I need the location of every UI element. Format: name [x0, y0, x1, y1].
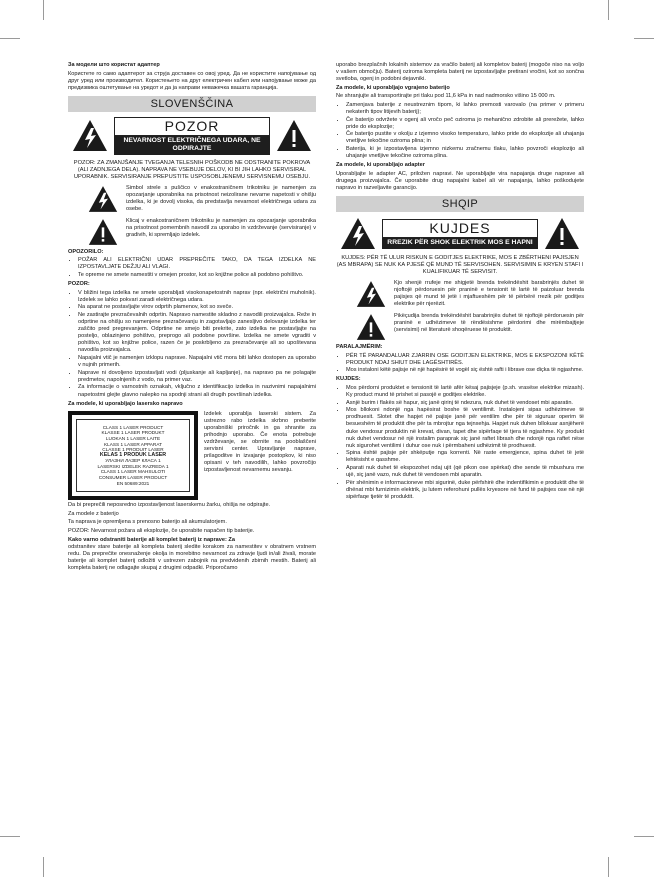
sq-kujdes-text: KUJDES: PËR TË ULUR RISKUN E GODITJES ELEKTRIKE, MOS E ZBËRTHENI PAJISJEN (AS MBRAPA) SE NUK KA PJESË QË MUND TË SERVISOHEN. SERVISIMIN E KRYEN STAFI I KUALIFIKUAR TË SERVISIT. — [336, 255, 584, 276]
sl-lightning-symbol-row — [68, 185, 316, 215]
list-item: • Te opreme ne smete namestiti v omejen prostor, kot so knjižne police ali podobno pohištvo. — [78, 272, 316, 279]
sl-exclamation-symbol-text: Klicaj v enakostraničnem trikotniku je namenjen za opozarjanje uporabnika na prisotnost pomembnih navodil za uporabo in vzdrževanje (servisiranje) v gradivih, ki spremljajo izdelek. — [126, 217, 316, 238]
list-item: • Spina është pajisje për shkëputje nga korrenti. Në raste emergjence, spina duhet të jetë lehtësisht e qasshme. — [346, 450, 584, 464]
sq-caution-box — [340, 217, 580, 250]
sl-pozor-label: POZOR — [114, 117, 270, 136]
sq-exclamation-symbol-row — [336, 313, 584, 341]
sq-kujdes-label: KUJDES — [382, 219, 538, 238]
list-item: • Baterija, ki je izpostavljena izjemno nizkemu zračnemu tlaku, lahko povzroči eksplozijo ali uhajanje vnetljive tekočine oziroma plina. — [346, 146, 584, 160]
list-item: • POŽAR ALI ELEKTRIČNI UDAR PREPREČITE TAKO, DA TEGA IZDELKA NE IZPOSTAVLJATE DEŽJU ALI VLAGI. — [78, 257, 316, 271]
sl-remove-text: odstranitev stare baterije ali kompleta baterij sledite korakom za namestitev v obratnem vrstnem redu. Da preprečite onesnaženje okolja in morebitno nevarnost za zdravje ljudi in/ali živali, morate baterije ali komplet baterij odložiti v ustrezen zabojnik na predvidenih zbirnih mestih. Baterij ali kompleta baterij ne odlagajte skupaj z drugimi odpadki. Priporočamo — [68, 543, 316, 571]
sl-opozorilo-list — [68, 257, 316, 279]
laser-label-line: EN 50689:2021 — [116, 480, 150, 486]
laser-label-line: KELAS 1 PRODUK LASER — [99, 451, 167, 458]
sl-continued-text: uporabo brezplačnih lokalnih sistemov za vračilo baterij ali kompletov baterij (mogoče niso na voljo v vašem območju). Baterij oziroma kompleta baterij ne izpostavljajte pretirani vročini, kot so sončna svetloba, ogenj in podobni dejavniki. — [336, 62, 584, 83]
exclamation-warning-icon — [544, 217, 580, 250]
sq-kujdes-list — [336, 385, 584, 501]
crop-mark — [0, 38, 20, 39]
list-item: • Mos përdorni produktet e tensionit të lartë afër kësaj pajisjeje (p.sh. vrasëse elektrike mizash). Ky product mund të prishet si pasojë e goditjes elektrike. — [346, 385, 584, 399]
right-column — [336, 62, 584, 503]
list-item: • Aparati nuk duhet të ekspozohet ndaj ujit (që pikon ose spërkat) dhe sende të mbushura me ujë, siç janë vazo, nuk duhet të vendosen mbi aparatin. — [346, 465, 584, 479]
sl-laser-row — [68, 411, 316, 501]
sl-battery-pozor: POZOR: Nevarnost požara ali eksplozije, če uporabite napačen tip baterije. — [68, 528, 255, 535]
sq-paralajmerim-list — [336, 353, 584, 375]
sq-kujdes-heading: KUJDES: — [336, 376, 361, 383]
exclamation-symbol-icon — [356, 313, 386, 341]
lightning-warning-icon — [340, 217, 376, 250]
list-item: • Mos bllokoni ndonjë nga hapësirat boshe të ventilimit. Instalojeni sipas udhëzimeve të prodhuesit. Slotet dhe hapjet në pajisje janë për ventilim dhe për të siguruar operim të besueshëm të produktit dhe për ta mbrojtur nga tejnxehja. Hapjet nuk duhen bllokuar asnjëherë duke vendosur produktin në krevat, divan, tapet dhe sipërfaqe të tjera të ngjashme. Ky produkt nuk duhet vendosur në një instalim paraprak siç janë raftet librash dhe ndonjë nga raftet nëse nuk sigurohet ventilimi i duhur ose nuk i përmbaheni udhëzimit të prodhuesit. — [346, 407, 584, 450]
sl-pozor-heading: POZOR: — [68, 281, 90, 288]
laser-label-line: CONSUMER LASER PRODUCT — [98, 475, 168, 481]
crop-mark — [634, 38, 654, 39]
exclamation-symbol-icon — [88, 218, 118, 246]
sq-paralajmerim-heading: PARALAJMËRIM: — [336, 343, 383, 350]
sl-pozor-text: POZOR: ZA ZMANJŠANJE TVEGANJA TELESNIH POŠKODB NE ODSTRANITE POKROVA (ALI ZADNJEGA DELA). NAPRAVA NE VSEBUJE DELOV, KI BI JIH LAHKO SERVISIRAL UPORABNIK. SERVISIRANJE PREPUSTITE USPOSOBLJENEMU SERVISNEMU OSEBJU. — [73, 159, 311, 180]
sq-kujdes-subtitle: RREZIK PËR SHOK ELEKTRIK MOS E HAPNI — [382, 238, 538, 249]
lightning-symbol-icon — [88, 185, 118, 213]
laser-label-line: CLASS 1 LASER MAHSULOTI — [100, 469, 166, 475]
sl-pozor-subtitle: NEVARNOST ELEKTRIČNEGA UDARA, NE ODPIRAJTE — [114, 136, 270, 155]
lightning-warning-icon — [72, 119, 108, 152]
sl-laser-heading: Za modele, ki uporabljajo lasersko napravo — [68, 400, 183, 407]
list-item: • Për shënimin e informacioneve mbi sigurinë, duke përfshirë dhe indentifikimin e produktit dhe të dhënat mbi furnizimin elektrik, ju lutem referohuni pullës kryesore në fund të pajisjes ose në një sipërfaqe tjetër të produktit. — [346, 480, 584, 501]
sl-adapter-text: Uporabljajte le adapter AC, priložen napravi. Ne uporabljajte vira napajanja druge naprave ali drugega proizvajalca. Če uporabite drug napajalni kabel ali vir napajanja, lahko poškodujete napravo in razveljavite garancijo. — [336, 170, 584, 191]
laser-label-line: KLASSE 1 LASER PRODUKT — [101, 430, 165, 436]
sl-caution-box — [72, 117, 312, 155]
sq-lightning-symbol-row — [336, 280, 584, 310]
list-item: • Če baterijo pustite v okolju z izjemno visoko temperaturo, lahko pride do eksplozije ali uhajanja vnetljive tekočine oziroma plina; in — [346, 131, 584, 145]
slovenian-section-banner: SLOVENŠČINA — [68, 96, 316, 112]
sl-laser-after: Da bi preprečili neposredno izpostavljenost laserskemu žarku, ohišja ne odpirajte. — [68, 502, 271, 509]
sl-battery-text: Ta naprava je opremljena s prenosno baterijo ali akumulatorjem. — [68, 519, 227, 526]
laser-class-label — [68, 411, 198, 501]
sl-battery-heading: Za modele z baterijo — [68, 510, 119, 517]
sl-remove-heading: Kako varno odstraniti baterije ali komplet baterij iz naprave: Za — [68, 536, 235, 543]
sl-laser-text: Izdelek uporablja laserski sistem. Za ustrezno rabo izdelka skrbno preberite uporabniški priročnik in ga shranite za prihodnjo uporabo. Če enota potrebuje vzdrževanje, se obrnite na pooblaščeni servisni center. Upravljanje naprave, prilagoditve in izvajanje postopkov, ki niso opisani v teh navodilih, lahko povzročijo izpostavljenost nevarnemu sevanju. — [204, 410, 316, 474]
mk-adapter-text: Користете го само адаптерот за струја доставен со овој уред. Да не користите напојување од друг уред или производител. Користењето на друг електричен кабел или напојување може да предизвика оштетување на уредот и да ја направи неважечка вашата гаранција. — [68, 70, 316, 91]
left-column — [68, 62, 316, 574]
sl-lightning-symbol-text: Simbol strele s puščico v enakostraničnem trikotniku je namenjen za opozarjanje uporabnika na prisotnost neizolirane nevarne napetosti v ohišju izdelka, ki je dovolj visoka, da predstavlja nevarnost električnega udara za osebe. — [126, 184, 316, 213]
list-item: • V bližini tega izdelka ne smete uporabljati visokonapetostnih naprav (npr. električni muholnik). Izdelek se lahko pokvari zaradi električnega udara. — [78, 290, 316, 304]
laser-label-line: CLASSE 1 PRODUIT LASER — [102, 447, 164, 453]
list-item: • PËR TË PARANDALUAR ZJARRIN OSE GODITJEN ELEKTRIKE, MOS E EKSPOZONI KËTË PRODUKT NDAJ SHIUT DHE LAGËSHTIRËS. — [346, 353, 584, 367]
sq-exclamation-symbol-text: Pikëçudija brenda trekëndëshit barabrinjës duhet të njoftojë përdoruesin për praninë e udhëzimeve të rëndësishme përdorimi dhe mirëmbajtjeje (servisimi) në literaturë shoqëruese të produktit. — [394, 312, 584, 334]
list-item: • Zamenjava baterije z neustreznim tipom, ki lahko premosti varovalo (na primer v primeru nekaterih tipov litijevih baterij); — [346, 102, 584, 116]
list-item: • Za informacije o varnostnih oznakah, vključno z identifikacijo izdelka in nazivnimi napajalnimi napetostmi glejte glavno nalepko na spodnji strani ali drugih površinah izdelka. — [78, 384, 316, 398]
sl-adapter-heading: Za modele, ki uporabljajo adapter — [336, 162, 425, 169]
crop-mark — [43, 0, 44, 20]
albanian-section-banner: SHQIP — [336, 196, 584, 212]
mk-adapter-heading: За модели што користат адаптер — [68, 62, 160, 68]
laser-label-line: CLASS 1 LASER PRODUCT — [102, 424, 164, 430]
list-item: • Naprave ni dovoljeno izpostavljati vodi (pljuskanje ali kapljanje), na napravo pa ne polagajte predmetov, napolnjenih z vodo, na primer vaz. — [78, 370, 316, 384]
crop-mark — [608, 0, 609, 20]
sl-builtin-battery-text: Ne shranjujte ali transportirajte pri tlaku pod 11,6 kPa in nad nadmorsko višino 15 000 m. — [336, 93, 556, 100]
crop-mark — [0, 836, 20, 837]
sl-opozorilo-heading: OPOZORILO: — [68, 248, 104, 255]
list-item: • Mos instaloni këtë pajisje në një hapësirë të vogël siç është rafti i librave ose diçka të ngjashme. — [346, 367, 584, 374]
sl-builtin-battery-heading: Za modele, ki uporabljajo vgrajeno baterijo — [336, 84, 450, 91]
laser-label-line: KLASS 1 LASER APPARAT — [104, 441, 162, 447]
crop-mark — [43, 857, 44, 877]
laser-label-line: LUOKAN 1 LASER LAITE — [105, 435, 161, 441]
laser-label-line: УЛАЗНИ ЛАЗЕР КЛАСА 1 — [105, 458, 161, 464]
list-item: • Ne zastirajte prezračevalnih odprtin. Napravo namestite skladno z navodili proizvajalca. Reže in odprtine na ohišju so namenjene prezračevanju in zagotavljajo zanesljivo delovanje izdelka ter zaščito pred pregrevanjem. Odprtine ne smejo biti prekrite, zato izdelka ne postavljajte na posteljo, oblazinjeno pohištvo, preprogo ali podobne površine. Izdelka ne smete vgraditi v pohištvo, kot so knjižne police, razen če je poskrbljeno za prezračevanje ali so upoštevana navodila proizvajalca. — [78, 312, 316, 355]
sl-builtin-battery-list — [336, 102, 584, 160]
exclamation-warning-icon — [276, 119, 312, 152]
list-item: • Asnjë burim i flakës së hapur, siç janë qirinj të ndezura, nuk duhet të vendoset mbi aparatin. — [346, 400, 584, 407]
sl-pozor-list — [68, 290, 316, 399]
lightning-symbol-icon — [356, 280, 386, 308]
crop-mark — [608, 857, 609, 877]
laser-label-line: LASERSKI IZDELEK RAZREDA 1 — [97, 463, 169, 469]
sq-lightning-symbol-text: Kjo shenjë rrufeje me shigjetë brenda trekëndëshit barabrinjës duhet të njoftojë përdoruesin për praninë e tensionit të lartë të paizoluar brenda pajisjes që mund të jetë i mjaftueshëm për të përbërë rrezik për goditjes elektrike për njerëzit. — [394, 280, 584, 308]
list-item: • Napajalni vtič je namenjen izklopu naprave. Napajalni vtič mora biti lahko dostopen za uporabo v nujnih primerih. — [78, 355, 316, 369]
list-item: • Na aparat ne postavljajte virov odprtih plamenov, kot so sveče. — [78, 304, 316, 311]
list-item: • Če baterijo odvržete v ogenj ali vročo peč oziroma jo mehanično zdrobite ali prerežete, lahko pride do eksplozije; — [346, 117, 584, 131]
sl-exclamation-symbol-row — [68, 218, 316, 246]
crop-mark — [634, 836, 654, 837]
